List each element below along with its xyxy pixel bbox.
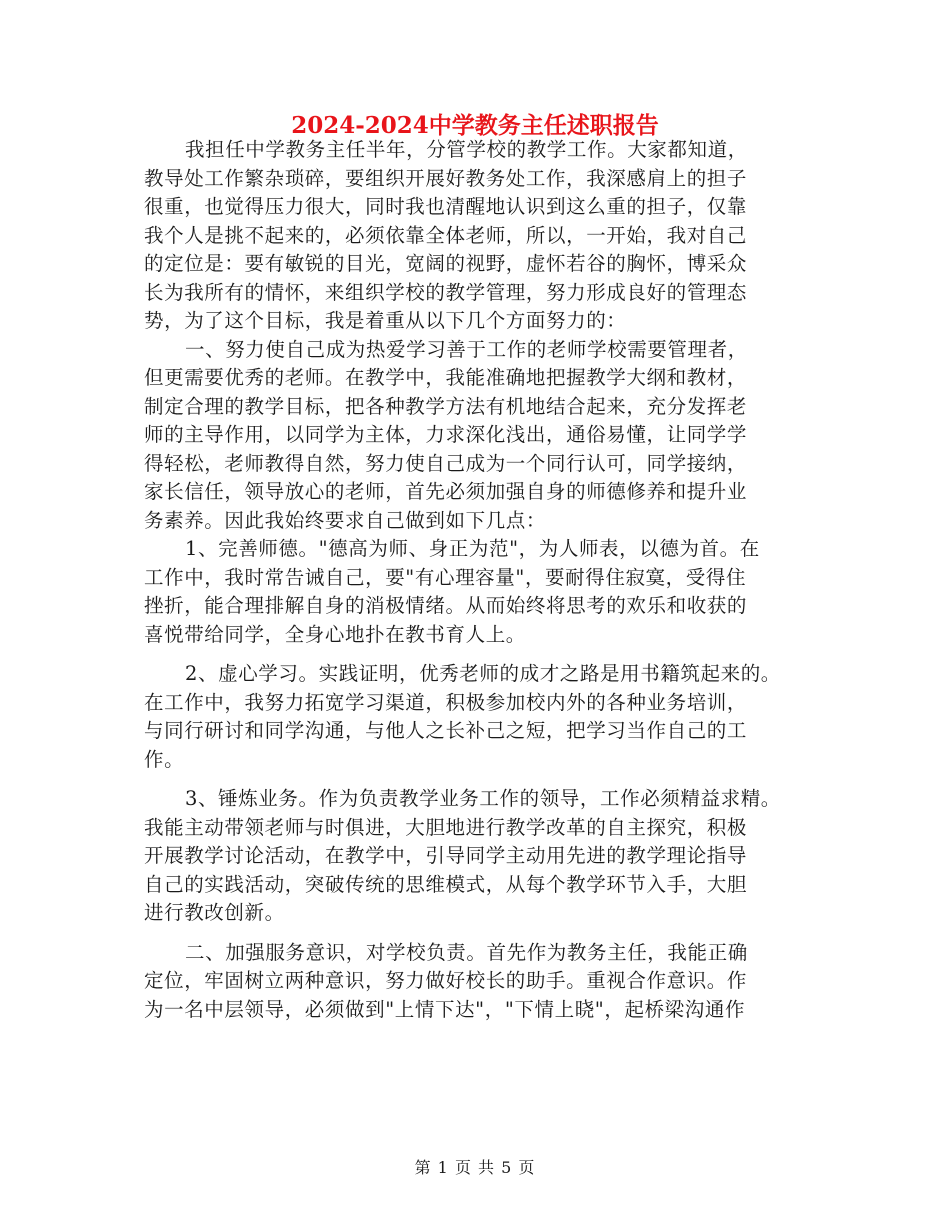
paragraph-point-three <box>144 785 824 928</box>
document-body <box>144 136 824 1024</box>
text-line: 挫折，能合理排解自身的消极情绪。从而始终将思考的欢乐和收获的 <box>144 594 748 617</box>
text-line: 工作中，我时常告诫自己，要"有心理容量"，要耐得住寂寞，受得住 <box>144 565 747 589</box>
text-line: 1、完善师德。"德高为师、身正为范"，为人师表，以德为首。在 <box>185 537 760 560</box>
text-line: 作。 <box>144 747 185 771</box>
text-line: 很重，也觉得压力很大，同时我也清醒地认识到这么重的担子，仅靠 <box>144 195 748 218</box>
text-line: 2、虚心学习。实践证明，优秀老师的成才之路是用书籍筑起来的。 <box>185 662 781 685</box>
text-line: 定位，牢固树立两种意识，努力做好校长的助手。重视合作意识。作 <box>144 969 748 992</box>
paragraph-intro <box>144 136 824 336</box>
paragraph-section-one <box>144 336 824 536</box>
text-line: 进行教改创新。 <box>144 901 285 924</box>
text-line: 我担任中学教务主任半年，分管学校的教学工作。大家都知道， <box>185 138 748 161</box>
paragraph-point-two <box>144 660 824 774</box>
paragraph-point-one <box>144 535 824 649</box>
text-line: 自己的实践活动，突破传统的思维模式，从每个教学环节入手，大胆 <box>144 872 748 896</box>
document-title: 2024-2024中学教务主任述职报告 <box>291 112 659 139</box>
text-line: 我个人是挑不起来的，必须依靠全体老师，所以，一开始，我对自己 <box>144 223 748 247</box>
text-line: 家长信任，领导放心的老师，首先必须加强自身的师德修养和提升业 <box>144 480 748 503</box>
text-line: 但更需要优秀的老师。在教学中，我能准确地把握教学大纲和教材， <box>144 366 748 389</box>
page-number-footer: 第 1 页 共 5 页 <box>414 1158 536 1177</box>
text-line: 3、锤炼业务。作为负责教学业务工作的领导，工作必须精益求精。 <box>185 787 781 810</box>
text-line: 一、努力使自己成为热爱学习善于工作的老师学校需要管理者， <box>185 337 748 361</box>
text-line: 开展教学讨论活动，在教学中，引导同学主动用先进的教学理论指导 <box>144 844 748 867</box>
text-line: 与同行研讨和同学沟通，与他人之长补己之短，把学习当作自己的工 <box>144 719 748 742</box>
text-line: 长为我所有的情怀，来组织学校的教学管理，努力形成良好的管理态 <box>144 280 748 304</box>
text-line: 教导处工作繁杂琐碎，要组织开展好教务处工作，我深感肩上的担子 <box>144 166 748 190</box>
text-line: 喜悦带给同学，全身心地扑在教书育人上。 <box>144 622 526 646</box>
text-line: 势，为了这个目标，我是着重从以下几个方面努力的： <box>144 309 627 332</box>
text-line: 我能主动带领老师与时俱进，大胆地进行教学改革的自主探究，积极 <box>144 815 748 839</box>
text-line: 务素养。因此我始终要求自己做到如下几点： <box>144 508 547 532</box>
text-line: 制定合理的教学目标，把各种教学方法有机地结合起来，充分发挥老 <box>144 394 748 418</box>
text-line: 为一名中层领导，必须做到"上情下达"，"下情上晓"，起桥梁沟通作 <box>144 997 746 1021</box>
text-line: 师的主导作用，以同学为主体，力求深化浅出，通俗易懂，让同学学 <box>144 423 748 446</box>
paragraph-section-two <box>144 939 824 1025</box>
text-line: 二、加强服务意识，对学校负责。首先作为教务主任，我能正确 <box>185 940 748 964</box>
text-line: 在工作中，我努力拓宽学习渠道，积极参加校内外的各种业务培训， <box>144 690 748 714</box>
text-line: 得轻松，老师教得自然，努力使自己成为一个同行认可，同学接纳， <box>144 451 748 475</box>
text-line: 的定位是：要有敏锐的目光，宽阔的视野，虚怀若谷的胸怀，博采众 <box>144 252 748 275</box>
